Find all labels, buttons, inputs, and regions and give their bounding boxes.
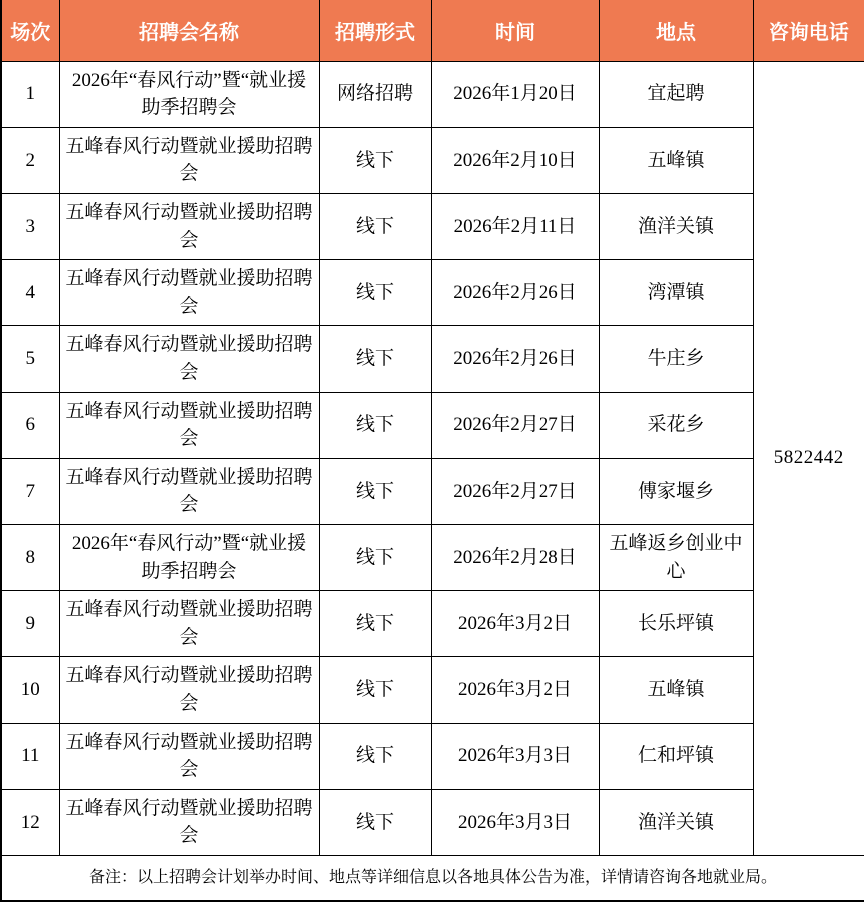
recruitment-format-cell: 线下: [319, 326, 431, 392]
recruitment-format-cell: 线下: [319, 127, 431, 193]
recruitment-format-cell: 线下: [319, 789, 431, 855]
column-header-date: 时间: [431, 0, 599, 61]
job-fair-name-cell: 五峰春风行动暨就业援助招聘会: [59, 789, 319, 855]
recruitment-format-cell: 线下: [319, 193, 431, 259]
job-fair-name-cell: 五峰春风行动暨就业援助招聘会: [59, 193, 319, 259]
session-number-cell: 10: [1, 657, 59, 723]
column-header-session: 场次: [1, 0, 59, 61]
table-header: [1, 0, 864, 61]
job-fair-name-cell: 五峰春风行动暨就业援助招聘会: [59, 458, 319, 524]
session-number-cell: 7: [1, 458, 59, 524]
recruitment-format-cell: 线下: [319, 392, 431, 458]
column-header-format: 招聘形式: [319, 0, 431, 61]
date-cell: 2026年2月27日: [431, 392, 599, 458]
location-cell: 湾潭镇: [599, 260, 753, 326]
job-fair-name-cell: 五峰春风行动暨就业援助招聘会: [59, 326, 319, 392]
phone-number-cell: 5822442: [753, 61, 864, 856]
session-number-cell: 12: [1, 789, 59, 855]
location-cell: 五峰镇: [599, 657, 753, 723]
location-cell: 渔洋关镇: [599, 193, 753, 259]
date-cell: 2026年2月26日: [431, 326, 599, 392]
table-row: [1, 392, 864, 458]
recruitment-format-cell: 线下: [319, 458, 431, 524]
recruitment-format-cell: 线下: [319, 591, 431, 657]
session-number-cell: 6: [1, 392, 59, 458]
footer-row: [1, 856, 864, 902]
table-row: [1, 723, 864, 789]
location-cell: 五峰镇: [599, 127, 753, 193]
session-number-cell: 9: [1, 591, 59, 657]
recruitment-format-cell: 线下: [319, 723, 431, 789]
job-fair-name-cell: 2026年“春风行动”暨“就业援助季招聘会: [59, 524, 319, 590]
job-fair-name-cell: 2026年“春风行动”暨“就业援助季招聘会: [59, 61, 319, 127]
table-body: [1, 61, 864, 856]
table-row: [1, 260, 864, 326]
date-cell: 2026年3月2日: [431, 591, 599, 657]
column-header-location: 地点: [599, 0, 753, 61]
date-cell: 2026年3月3日: [431, 723, 599, 789]
location-cell: 长乐坪镇: [599, 591, 753, 657]
location-cell: 渔洋关镇: [599, 789, 753, 855]
job-fair-name-cell: 五峰春风行动暨就业援助招聘会: [59, 260, 319, 326]
location-cell: 傅家堰乡: [599, 458, 753, 524]
table-row: [1, 789, 864, 855]
column-header-phone: 咨询电话: [753, 0, 864, 61]
recruitment-format-cell: 线下: [319, 657, 431, 723]
date-cell: 2026年2月11日: [431, 193, 599, 259]
table-row: [1, 458, 864, 524]
date-cell: 2026年2月26日: [431, 260, 599, 326]
session-number-cell: 11: [1, 723, 59, 789]
job-fair-name-cell: 五峰春风行动暨就业援助招聘会: [59, 392, 319, 458]
table-row: [1, 591, 864, 657]
recruitment-format-cell: 线下: [319, 260, 431, 326]
job-fair-name-cell: 五峰春风行动暨就业援助招聘会: [59, 591, 319, 657]
session-number-cell: 4: [1, 260, 59, 326]
header-row: [1, 0, 864, 61]
job-fair-name-cell: 五峰春风行动暨就业援助招聘会: [59, 127, 319, 193]
date-cell: 2026年3月2日: [431, 657, 599, 723]
table-row: [1, 61, 864, 127]
location-cell: 牛庄乡: [599, 326, 753, 392]
session-number-cell: 1: [1, 61, 59, 127]
location-cell: 五峰返乡创业中心: [599, 524, 753, 590]
job-fair-name-cell: 五峰春风行动暨就业援助招聘会: [59, 657, 319, 723]
table-footer: [1, 856, 864, 902]
footer-note: 备注：以上招聘会计划举办时间、地点等详细信息以各地具体公告为准，详情请咨询各地就业局。: [1, 856, 864, 902]
table-row: [1, 193, 864, 259]
session-number-cell: 8: [1, 524, 59, 590]
recruitment-format-cell: 网络招聘: [319, 61, 431, 127]
date-cell: 2026年3月3日: [431, 789, 599, 855]
table-row: [1, 326, 864, 392]
table-row: [1, 127, 864, 193]
table-row: [1, 524, 864, 590]
session-number-cell: 3: [1, 193, 59, 259]
job-fair-name-cell: 五峰春风行动暨就业援助招聘会: [59, 723, 319, 789]
session-number-cell: 2: [1, 127, 59, 193]
date-cell: 2026年1月20日: [431, 61, 599, 127]
column-header-name: 招聘会名称: [59, 0, 319, 61]
session-number-cell: 5: [1, 326, 59, 392]
recruitment-format-cell: 线下: [319, 524, 431, 590]
date-cell: 2026年2月27日: [431, 458, 599, 524]
location-cell: 仁和坪镇: [599, 723, 753, 789]
table-row: [1, 657, 864, 723]
location-cell: 宜起聘: [599, 61, 753, 127]
date-cell: 2026年2月10日: [431, 127, 599, 193]
date-cell: 2026年2月28日: [431, 524, 599, 590]
location-cell: 采花乡: [599, 392, 753, 458]
